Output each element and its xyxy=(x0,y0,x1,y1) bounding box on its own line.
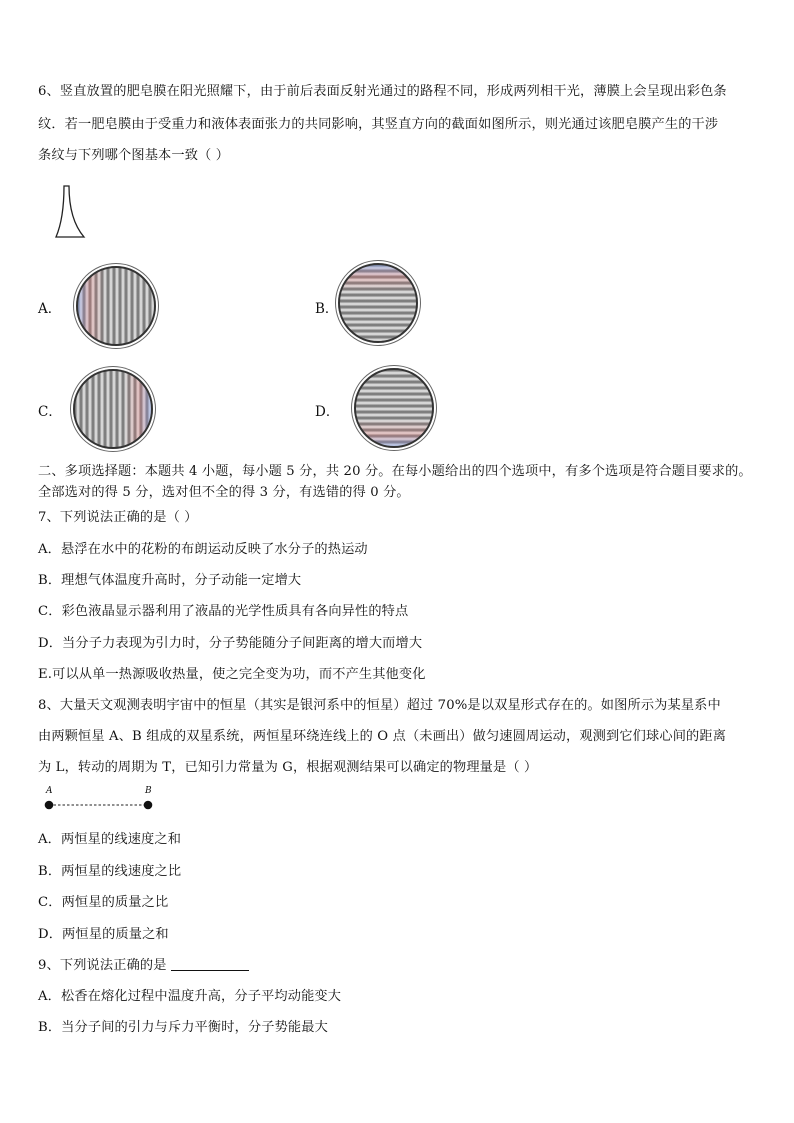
fringe-image-d xyxy=(354,368,434,448)
q8-option-b: B．两恒星的线速度之比 xyxy=(38,864,182,879)
q8-option-c: C．两恒星的质量之比 xyxy=(38,895,169,910)
q9-option-a: A．松香在熔化过程中温度升高，分子平均动能变大 xyxy=(38,989,342,1004)
q7-option-a: A．悬浮在水中的花粉的布朗运动反映了水分子的热运动 xyxy=(38,542,368,557)
star-b-label: B xyxy=(145,786,152,796)
fringe-image-b xyxy=(338,263,418,343)
q7-option-b: B．理想气体温度升高时，分子动能一定增大 xyxy=(38,573,302,588)
q6-option-b-label: B． xyxy=(315,301,339,317)
section2-intro-line-1: 二、多项选择题：本题共 4 小题，每小题 5 分，共 20 分。在每小题给出的四个选项中，有多个选项是符合题目要求的。 xyxy=(38,464,752,479)
q7-option-e: E.可以从单一热源吸收热量，使之完全变为功，而不产生其他变化 xyxy=(38,667,426,682)
q6-option-a-label: A． xyxy=(38,301,62,317)
q9-answer-blank[interactable] xyxy=(171,956,249,971)
q6-stem-line-2: 纹．若一肥皂膜由于受重力和液体表面张力的共同影响，其竖直方向的截面如图所示，则光通过该肥皂膜产生的干涉 xyxy=(38,117,719,132)
star-b-dot xyxy=(144,801,153,810)
q9-stem-row xyxy=(38,956,249,976)
q8-option-d: D．两恒星的质量之和 xyxy=(38,927,169,942)
q7-stem: 7、下列说法正确的是（ ） xyxy=(38,510,198,525)
binary-star-figure xyxy=(42,798,156,812)
q6-option-d-label: D． xyxy=(315,404,340,420)
star-a-label: A xyxy=(46,786,53,796)
q8-stem-line-2: 由两颗恒星 A、B 组成的双星系统，两恒星环绕连线上的 O 点（未画出）做匀速圆周运动，观测到它们球心间的距离 xyxy=(38,729,727,744)
q7-option-d: D．当分子力表现为引力时，分子势能随分子间距离的增大而增大 xyxy=(38,636,423,651)
q8-stem-line-3: 为 L，转动的周期为 T，已知引力常量为 G，根据观测结果可以确定的物理量是（ ） xyxy=(38,760,538,775)
star-a-dot xyxy=(45,801,54,810)
q6-stem-line-3: 条纹与下列哪个图基本一致（ ） xyxy=(38,148,230,163)
q8-option-a: A．两恒星的线速度之和 xyxy=(38,832,182,847)
q6-stem-line-1: 6、竖直放置的肥皂膜在阳光照耀下，由于前后表面反射光通过的路程不同，形成两列相干光，薄膜上会呈现出彩色条 xyxy=(38,84,727,99)
q9-option-b: B．当分子间的引力与斥力平衡时，分子势能最大 xyxy=(38,1020,328,1035)
q8-stem-line-1: 8、大量天文观测表明宇宙中的恒星（其实是银河系中的恒星）超过 70%是以双星形式存在的。如图所示为某星系中 xyxy=(38,698,721,713)
fringe-image-c xyxy=(73,369,153,449)
section2-intro-line-2: 全部选对的得 5 分，选对但不全的得 3 分，有选错的得 0 分。 xyxy=(38,485,410,500)
q6-option-c-label: C． xyxy=(38,404,62,420)
soap-film-cross-section-figure xyxy=(50,183,90,241)
fringe-image-a xyxy=(76,266,156,346)
q9-stem: 9、下列说法正确的是 xyxy=(38,958,167,973)
q7-option-c: C．彩色液晶显示器利用了液晶的光学性质具有各向异性的特点 xyxy=(38,604,409,619)
